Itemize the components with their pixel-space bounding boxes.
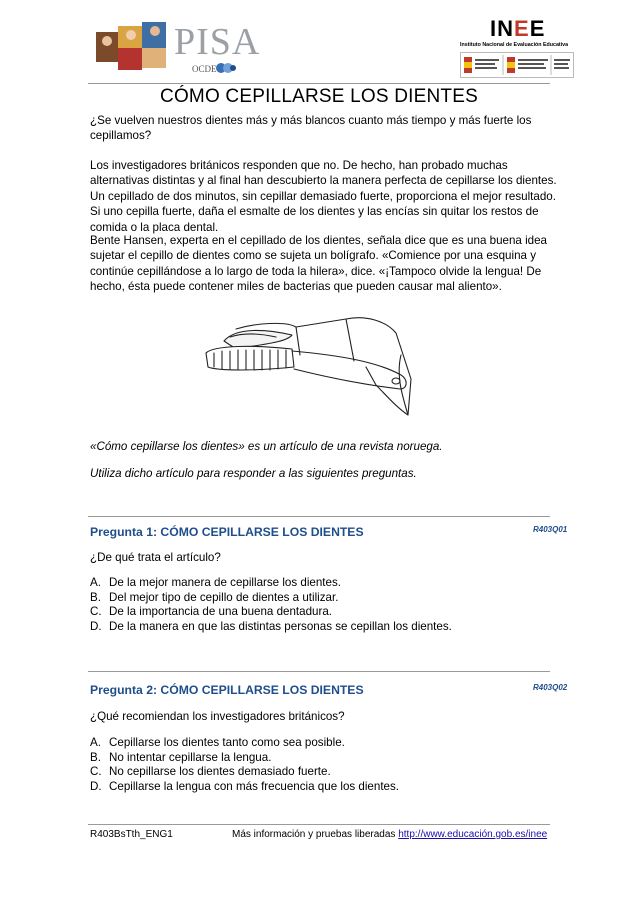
article-paragraph-3: Bente Hansen, experta en el cepillado de los dientes, señala dice que es una buena idea sujetar el cepillo de dientes como se sujeta un bolígrafo. «Comience por una esquina y continúe cepillándose a lo largo de toda la hilera», dice. «¡Tampoco olvide la lengua! De hecho, ésta puede contener miles de bacterias que pueden causar mal aliento». (90, 234, 547, 294)
question-1-options (90, 576, 560, 634)
header-divider (88, 83, 550, 84)
question-1-text: ¿De qué trata el artículo? (90, 551, 221, 564)
question-1-option-c[interactable] (90, 605, 560, 620)
instructions-caption: Utiliza dicho artículo para responder a las siguientes preguntas. (90, 467, 417, 480)
option-text: Cepillarse la lengua con más frecuencia que los dientes. (109, 779, 400, 793)
question-2-option-a[interactable] (90, 736, 560, 751)
footer-divider (88, 824, 550, 825)
article-source-caption: «Cómo cepillarse los dientes» es un artículo de una revista noruega. (90, 440, 443, 453)
article-paragraph-1: ¿Se vuelven nuestros dientes más y más blancos cuanto más tiempo y más fuerte los cepillamos? (90, 114, 532, 143)
question-2-text: ¿Qué recomiendan los investigadores británicos? (90, 710, 345, 723)
option-text: Cepillarse los dientes tanto como sea posible. (109, 736, 345, 749)
question-2-option-b[interactable] (90, 751, 560, 766)
toothbrush-illustration (196, 315, 426, 425)
question-1-code: R403Q01 (533, 525, 568, 534)
question-1-option-a[interactable] (90, 576, 560, 591)
article-title: CÓMO CEPILLARSE LOS DIENTES (160, 86, 478, 107)
question-2-option-c[interactable] (90, 765, 560, 780)
question-2-divider (88, 671, 550, 672)
inee-subtitle: Instituto Nacional de Evaluación Educativa (460, 42, 569, 48)
option-letter: D. (90, 619, 102, 633)
option-letter: A. (90, 736, 101, 749)
question-1-option-b[interactable] (90, 591, 560, 606)
inee-logo (458, 16, 576, 78)
question-1-option-d[interactable] (90, 620, 560, 635)
option-letter: C. (90, 765, 102, 779)
question-2-options (90, 736, 560, 794)
option-letter: B. (90, 590, 101, 604)
footer-document-code: R403BsTth_ENG1 (90, 829, 173, 840)
option-letter: C. (90, 605, 102, 619)
question-1-divider (88, 516, 550, 517)
pisa-photo-collage (96, 22, 168, 70)
question-2-option-d[interactable] (90, 780, 560, 795)
question-1-heading: Pregunta 1: CÓMO CEPILLARSE LOS DIENTES (90, 525, 364, 539)
inee-wordmark (490, 16, 545, 42)
ocde-logo-icon (216, 62, 236, 74)
option-text: No intentar cepillarse la lengua. (109, 750, 272, 764)
footer-info-text: Más información y pruebas liberadas (232, 829, 396, 840)
option-text: De la mejor manera de cepillarse los dientes. (109, 576, 341, 589)
option-text: De la manera en que las distintas personas se cepillan los dientes. (109, 619, 452, 633)
option-letter: D. (90, 779, 102, 793)
footer-link[interactable]: http://www.educación.gob.es/inee (398, 829, 548, 840)
option-letter: A. (90, 576, 101, 589)
pisa-wordmark: PISA (174, 21, 261, 63)
option-text: De la importancia de una buena dentadura. (109, 605, 333, 619)
option-text: No cepillarse los dientes demasiado fuerte. (109, 765, 331, 779)
question-2-code: R403Q02 (533, 683, 568, 692)
ocde-label: OCDE (192, 64, 217, 74)
option-letter: B. (90, 750, 101, 764)
option-text: Del mejor tipo de cepillo de dientes a utilizar. (109, 590, 339, 604)
inee-wordmark-text: INEE (490, 16, 546, 41)
footer-info (232, 829, 547, 840)
question-2-heading: Pregunta 2: CÓMO CEPILLARSE LOS DIENTES (90, 683, 364, 697)
article-paragraph-2: Los investigadores británicos responden que no. De hecho, han probado muchas alternativas distintas y al final han descubierto la manera perfecta de cepillarse los dientes. Un cepillado de dos minutos, sin cepillar demasiado fuerte, proporciona el mejor resultado. Si uno cepilla fuerte, daña el esmalte de los dientes y las encías sin quitar los restos de comida o la placa dental. (90, 159, 557, 234)
ministry-logo-icon (460, 52, 574, 78)
pisa-logo (96, 18, 261, 80)
